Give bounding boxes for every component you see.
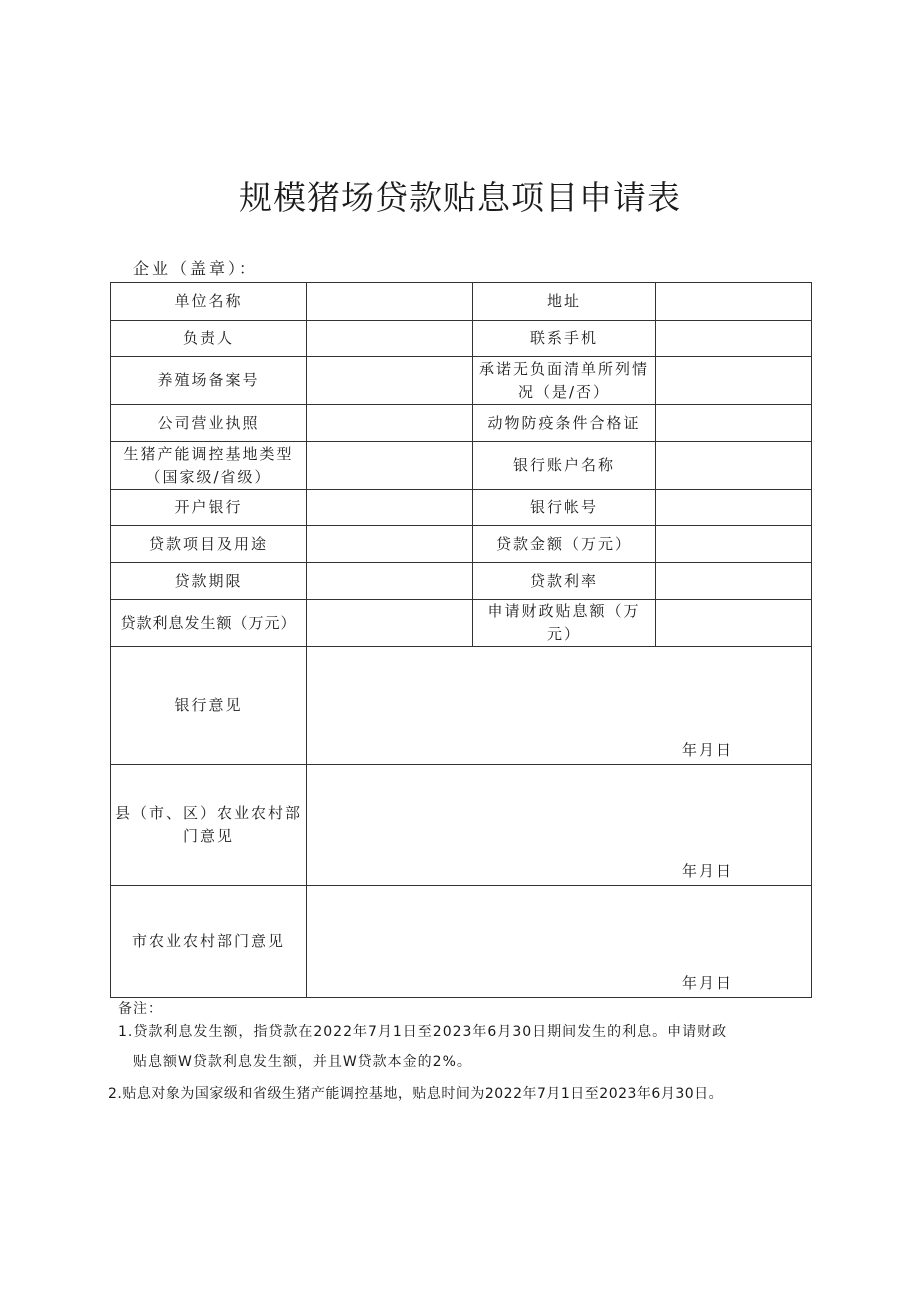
loan-term-field[interactable] <box>307 563 473 600</box>
farm-record-no-field[interactable] <box>307 357 473 405</box>
bank-opinion-label: 银行意见 <box>111 647 307 765</box>
account-name-label: 银行账户名称 <box>473 442 656 490</box>
county-opinion-label: 县（市、区）农业农村部门意见 <box>111 765 307 886</box>
page-title: 规模猪场贷款贴息项目申请表 <box>239 178 681 217</box>
farm-record-no-label: 养殖场备案号 <box>111 357 307 405</box>
notes-heading: 备注： <box>118 1001 163 1017</box>
contact-phone-field[interactable] <box>656 321 812 357</box>
base-type-field[interactable] <box>307 442 473 490</box>
bank-opinion-date: 年月日 <box>681 741 733 759</box>
commitment-field[interactable] <box>656 357 812 405</box>
note-1-line-1: 1.贷款利息发生额，指贷款在2022年7月1日至2023年6月30日期间发生的利息。申请财政 <box>118 1024 728 1040</box>
epidemic-cert-label: 动物防疫条件合格证 <box>473 405 656 442</box>
city-opinion-date: 年月日 <box>681 974 733 992</box>
account-name-field[interactable] <box>656 442 812 490</box>
base-type-label: 生猪产能调控基地类型（国家级/省级） <box>111 442 307 490</box>
business-license-field[interactable] <box>307 405 473 442</box>
city-opinion-field[interactable] <box>307 886 812 998</box>
opening-bank-label: 开户银行 <box>111 490 307 526</box>
loan-amount-label: 贷款金额（万元） <box>473 526 656 563</box>
note-1-line-2: 贴息额W贷款利息发生额，并且W贷款本金的2%。 <box>133 1054 472 1070</box>
contact-phone-label: 联系手机 <box>473 321 656 357</box>
loan-amount-field[interactable] <box>656 526 812 563</box>
person-in-charge-field[interactable] <box>307 321 473 357</box>
commitment-label: 承诺无负面清单所列情况（是/否） <box>473 357 656 405</box>
subsidy-amount-label: 申请财政贴息额（万元） <box>473 600 656 647</box>
business-license-label: 公司营业执照 <box>111 405 307 442</box>
note-2: 2.贴息对象为国家级和省级生猪产能调控基地，贴息时间为2022年7月1日至2023年6月30日。 <box>108 1086 724 1102</box>
opening-bank-field[interactable] <box>307 490 473 526</box>
person-in-charge-label: 负责人 <box>111 321 307 357</box>
bank-opinion-field[interactable] <box>307 647 812 765</box>
loan-project-label: 贷款项目及用途 <box>111 526 307 563</box>
application-form-table <box>110 282 812 998</box>
address-label: 地址 <box>473 283 656 321</box>
account-no-label: 银行帐号 <box>473 490 656 526</box>
county-opinion-field[interactable] <box>307 765 812 886</box>
account-no-field[interactable] <box>656 490 812 526</box>
loan-term-label: 贷款期限 <box>111 563 307 600</box>
loan-rate-label: 贷款利率 <box>473 563 656 600</box>
interest-amount-label: 贷款利息发生额（万元） <box>111 600 307 647</box>
loan-project-field[interactable] <box>307 526 473 563</box>
unit-name-field[interactable] <box>307 283 473 321</box>
county-opinion-date: 年月日 <box>681 862 733 880</box>
company-seal-label: 企业（盖章）： <box>133 259 259 278</box>
interest-amount-field[interactable] <box>307 600 473 647</box>
city-opinion-label: 市农业农村部门意见 <box>111 886 307 998</box>
address-field[interactable] <box>656 283 812 321</box>
epidemic-cert-field[interactable] <box>656 405 812 442</box>
loan-rate-field[interactable] <box>656 563 812 600</box>
subsidy-amount-field[interactable] <box>656 600 812 647</box>
unit-name-label: 单位名称 <box>111 283 307 321</box>
